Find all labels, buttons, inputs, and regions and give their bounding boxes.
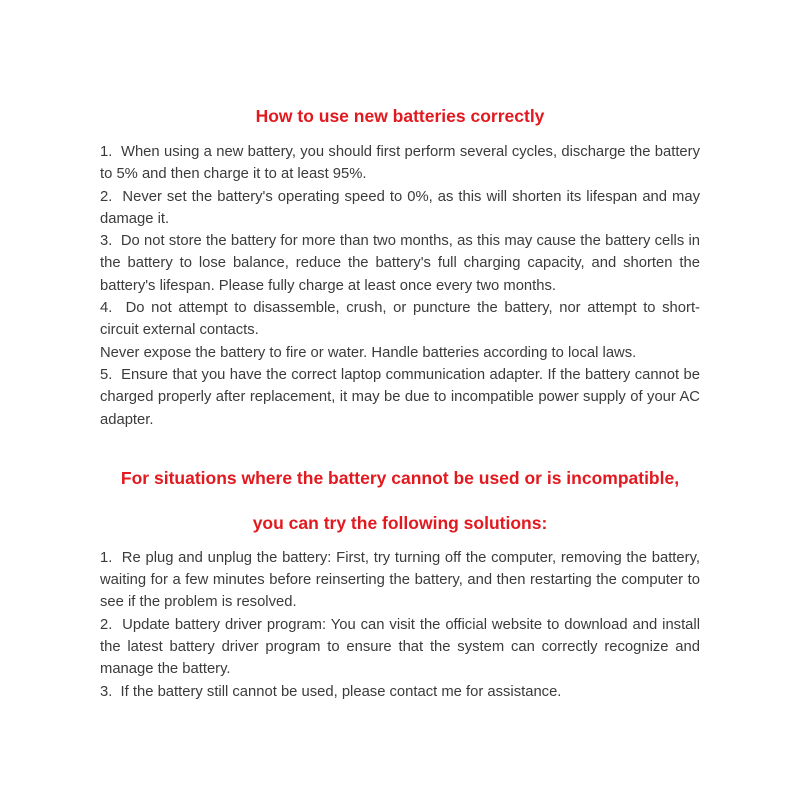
section1-title: How to use new batteries correctly [255,106,545,126]
section1-paragraph-4: 4. Do not attempt to disassemble, crush, or puncture the battery, nor attempt to short-circuit external contacts. [100,300,700,339]
section1-paragraph-3: 3. Do not store the battery for more than two months, as this may cause the battery cells in the battery to lose balance, reduce the battery's full charging capacity, and shorten the battery's lifespan. Please fully charge at least once every two months. [100,233,700,294]
section2-paragraph-1: 1. Re plug and unplug the battery: First, try turning off the computer, removing the battery, waiting for a few minutes before reinserting the battery, and then restarting the computer to see if the problem is resolved. [100,549,700,611]
section1-paragraph-5: Never expose the battery to fire or water. Handle batteries according to local laws. [100,344,637,361]
section2-paragraph-3: 3. If the battery still cannot be used, please contact me for assistance. [100,683,562,700]
section1-paragraph-6: 5. Ensure that you have the correct laptop communication adapter. If the battery cannot be charged properly after replacement, it may be due to incompatible power supply of your AC adapter. [100,366,700,428]
section2-title-line1: For situations where the battery cannot be used or is incompatible, [120,467,680,488]
section1-paragraph-2: 2. Never set the battery's operating speed to 0%, as this will shorten its lifespan and may damage it. [100,188,700,227]
section2-title-line2: you can try the following solutions: [252,512,548,533]
section1-paragraph-1: 1. When using a new battery, you should first perform several cycles, discharge the battery to 5% and then charge it to at least 95%. [100,144,700,183]
section2-paragraph-2: 2. Update battery driver program: You can visit the official website to download and install the latest battery driver program to ensure that the system can correctly recognize and manage the battery. [100,616,700,678]
section1-body [100,141,700,431]
section2-body [100,547,700,703]
